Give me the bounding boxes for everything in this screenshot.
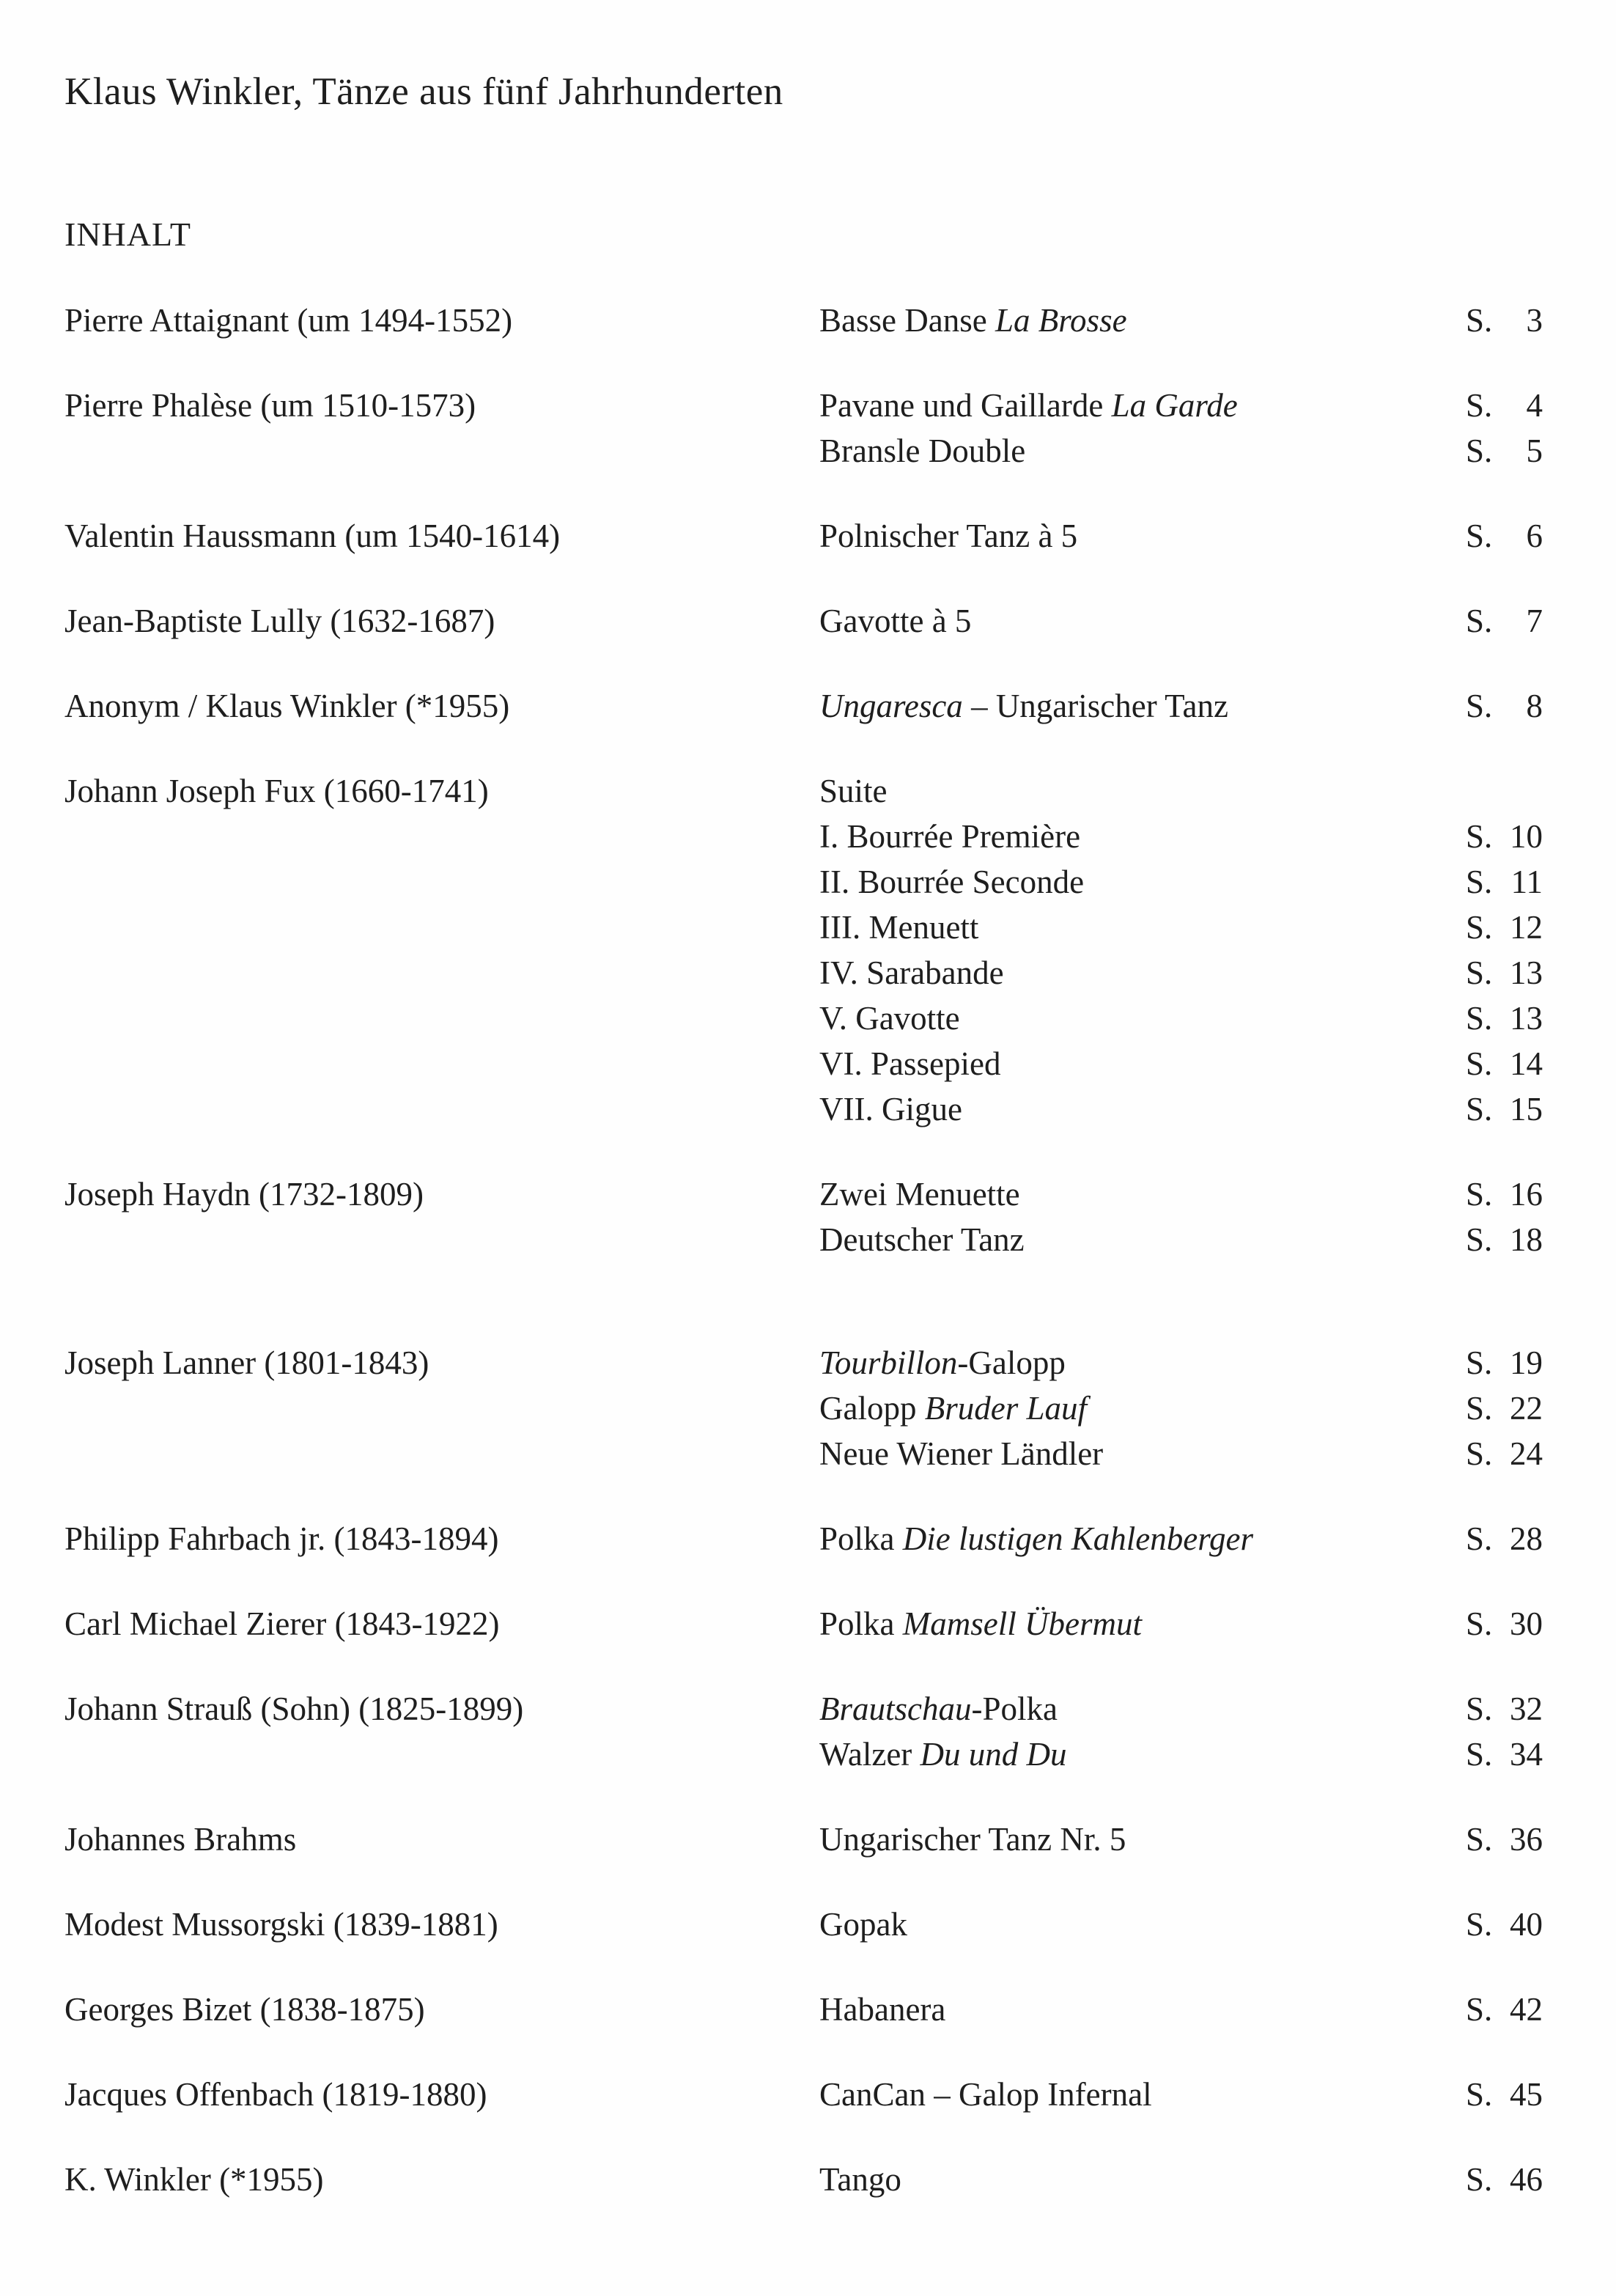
work-title	[819, 1686, 1466, 1732]
work-line	[819, 1817, 1543, 1862]
page-number: 16	[1510, 1176, 1543, 1213]
composer-name: Modest Mussorgski (1839-1881)	[64, 1906, 498, 1943]
work-title	[819, 1340, 1466, 1386]
work-list	[819, 1987, 1543, 2032]
page-ref	[1466, 683, 1543, 729]
toc-entry	[64, 1340, 1543, 1476]
page-ref	[1466, 1987, 1543, 2032]
work-list	[819, 2072, 1543, 2117]
work-title-segment: La Brosse	[995, 302, 1127, 339]
work-title-segment: La Garde	[1111, 387, 1238, 424]
work-line	[819, 1987, 1543, 2032]
page-number: 4	[1526, 387, 1543, 424]
page-ref	[1466, 298, 1543, 343]
page-ref	[1466, 950, 1543, 996]
work-title-segment: Ungaresca	[819, 688, 963, 724]
work-line	[819, 383, 1543, 428]
page-label: S.	[1466, 1000, 1493, 1037]
composer-name: Georges Bizet (1838-1875)	[64, 1991, 425, 2028]
toc-entry	[64, 1171, 1543, 1262]
toc-entry	[64, 2157, 1543, 2202]
page-number: 5	[1526, 433, 1543, 469]
work-title-segment: Basse Danse	[819, 302, 995, 339]
work-list	[819, 513, 1543, 559]
work-line	[819, 1041, 1543, 1086]
page-ref	[1466, 1171, 1543, 1217]
work-title-segment: Brautschau	[819, 1690, 972, 1727]
work-line	[819, 1386, 1543, 1431]
page-label: S.	[1466, 1176, 1493, 1213]
page-number: 13	[1510, 954, 1543, 991]
page-label: S.	[1466, 1221, 1493, 1258]
work-title	[819, 996, 1466, 1041]
page-label: S.	[1466, 1520, 1493, 1557]
page-number: 7	[1526, 603, 1543, 639]
page-number: 3	[1526, 302, 1543, 339]
page-label: S.	[1466, 1736, 1493, 1773]
page-label: S.	[1466, 909, 1493, 946]
toc-entry	[64, 1516, 1543, 1561]
work-title-segment: Walzer	[819, 1736, 920, 1773]
work-title-segment: Galopp	[819, 1390, 925, 1427]
work-title-segment: Du und Du	[920, 1736, 1067, 1773]
page-ref	[1466, 1340, 1543, 1386]
work-title-segment: Zwei Menuette	[819, 1176, 1020, 1213]
composer-name: Jacques Offenbach (1819-1880)	[64, 2076, 487, 2113]
work-list	[819, 383, 1543, 474]
work-line	[819, 814, 1543, 859]
page-label: S.	[1466, 1991, 1493, 2028]
work-line	[819, 859, 1543, 905]
page-number: 40	[1510, 1906, 1543, 1943]
work-title	[819, 683, 1466, 729]
composer-name: Valentin Haussmann (um 1540-1614)	[64, 518, 561, 554]
work-title-segment: IV. Sarabande	[819, 954, 1004, 991]
composer-name: Johann Joseph Fux (1660-1741)	[64, 773, 489, 809]
work-line	[819, 1431, 1543, 1476]
page-number: 34	[1510, 1736, 1543, 1773]
work-title	[819, 2157, 1466, 2202]
work-list	[819, 768, 1543, 1132]
work-list	[819, 1902, 1543, 1947]
page-label: S.	[1466, 1390, 1493, 1427]
composer-name: Pierre Phalèse (um 1510-1573)	[64, 387, 476, 424]
work-title	[819, 598, 1466, 644]
page-ref	[1466, 1817, 1543, 1862]
page-ref	[1466, 383, 1543, 428]
work-line	[819, 2157, 1543, 2202]
page-ref	[1466, 598, 1543, 644]
composer-name: Jean-Baptiste Lully (1632-1687)	[64, 603, 495, 639]
composer-name: Pierre Attaignant (um 1494-1552)	[64, 302, 513, 339]
table-of-contents	[64, 298, 1543, 2202]
page-label: S.	[1466, 387, 1493, 424]
work-list	[819, 1686, 1543, 1777]
work-title	[819, 1386, 1466, 1431]
work-line	[819, 1171, 1543, 1217]
work-title-segment: Tango	[819, 2161, 901, 2198]
page-ref	[1466, 1217, 1543, 1262]
page-ref	[1466, 1086, 1543, 1132]
work-line	[819, 950, 1543, 996]
work-title	[819, 1431, 1466, 1476]
work-title-segment: Suite	[819, 773, 888, 809]
page-label: S.	[1466, 2076, 1493, 2113]
page-number: 24	[1510, 1435, 1543, 1472]
page-label: S.	[1466, 302, 1493, 339]
work-title-segment: Mamsell Übermut	[902, 1605, 1142, 1642]
work-title	[819, 950, 1466, 996]
page-number: 22	[1510, 1390, 1543, 1427]
work-title	[819, 1817, 1466, 1862]
work-title-segment: CanCan – Galop Infernal	[819, 2076, 1152, 2113]
work-line	[819, 768, 1543, 814]
work-line	[819, 1902, 1543, 1947]
work-title	[819, 298, 1466, 343]
work-list	[819, 1601, 1543, 1646]
page-ref	[1466, 2157, 1543, 2202]
work-title-segment: VI. Passepied	[819, 1045, 1001, 1082]
work-title-segment: II. Bourrée Seconde	[819, 864, 1085, 900]
page-number: 32	[1510, 1690, 1543, 1727]
page-ref	[1466, 1386, 1543, 1431]
work-title-segment: VII. Gigue	[819, 1091, 962, 1127]
toc-entry	[64, 598, 1543, 644]
work-line	[819, 2072, 1543, 2117]
work-title	[819, 1987, 1466, 2032]
page-label: S.	[1466, 1435, 1493, 1472]
work-title-segment: V. Gavotte	[819, 1000, 960, 1037]
work-title-segment: -Galopp	[957, 1344, 1066, 1381]
page-label: S.	[1466, 1045, 1493, 1082]
page-ref	[1466, 1601, 1543, 1646]
composer-name: Carl Michael Zierer (1843-1922)	[64, 1605, 500, 1642]
work-line	[819, 298, 1543, 343]
work-title	[819, 1601, 1466, 1646]
work-title	[819, 1171, 1466, 1217]
work-line	[819, 513, 1543, 559]
work-title	[819, 1086, 1466, 1132]
page-number: 18	[1510, 1221, 1543, 1258]
work-title-segment: Deutscher Tanz	[819, 1221, 1025, 1258]
work-title-segment: Polka	[819, 1520, 903, 1557]
page-number: 15	[1510, 1091, 1543, 1127]
toc-entry	[64, 1686, 1543, 1777]
page-label: S.	[1466, 1690, 1493, 1727]
work-list	[819, 598, 1543, 644]
work-title-segment: Polka	[819, 1605, 903, 1642]
page-ref	[1466, 1902, 1543, 1947]
toc-heading: INHALT	[64, 216, 191, 253]
page-ref	[1466, 1516, 1543, 1561]
page-label: S.	[1466, 1605, 1493, 1642]
page-label: S.	[1466, 1821, 1493, 1858]
page-label: S.	[1466, 818, 1493, 855]
toc-entry	[64, 1601, 1543, 1646]
page-number: 6	[1526, 518, 1543, 554]
composer-name: Philipp Fahrbach jr. (1843-1894)	[64, 1520, 499, 1557]
work-title-segment: Gavotte à 5	[819, 603, 972, 639]
work-title-segment: Pavane und Gaillarde	[819, 387, 1112, 424]
toc-entry	[64, 1902, 1543, 1947]
work-line	[819, 1686, 1543, 1732]
page-number: 46	[1510, 2161, 1543, 2198]
work-title	[819, 859, 1466, 905]
page-number: 8	[1526, 688, 1543, 724]
work-list	[819, 298, 1543, 343]
work-title	[819, 1902, 1466, 1947]
page-number: 19	[1510, 1344, 1543, 1381]
page-label: S.	[1466, 2161, 1493, 2198]
page-ref	[1466, 814, 1543, 859]
page-ref	[1466, 513, 1543, 559]
work-title-segment: -Polka	[971, 1690, 1058, 1727]
page-number: 13	[1510, 1000, 1543, 1037]
page-ref	[1466, 905, 1543, 950]
work-line	[819, 1217, 1543, 1262]
work-title-segment: Habanera	[819, 1991, 946, 2028]
toc-entry	[64, 2072, 1543, 2117]
page-label: S.	[1466, 518, 1493, 554]
work-title	[819, 1732, 1466, 1777]
work-title-segment: Ungarischer Tanz Nr. 5	[819, 1821, 1126, 1858]
work-title	[819, 1041, 1466, 1086]
work-title-segment: Bruder Lauf	[924, 1390, 1087, 1427]
work-line	[819, 905, 1543, 950]
work-title-segment: I. Bourrée Première	[819, 818, 1081, 855]
work-line	[819, 428, 1543, 474]
work-title-segment: Gopak	[819, 1906, 907, 1943]
page-label: S.	[1466, 954, 1493, 991]
page-ref	[1466, 1431, 1543, 1476]
work-list	[819, 1817, 1543, 1862]
page-label: S.	[1466, 1344, 1493, 1381]
work-title	[819, 383, 1466, 428]
work-list	[819, 1171, 1543, 1262]
work-title	[819, 428, 1466, 474]
work-list	[819, 1340, 1543, 1476]
page-ref	[1466, 1686, 1543, 1732]
toc-entry	[64, 768, 1543, 1132]
composer-name: Joseph Lanner (1801-1843)	[64, 1344, 429, 1381]
composer-name: Joseph Haydn (1732-1809)	[64, 1176, 424, 1213]
work-list	[819, 683, 1543, 729]
work-line	[819, 598, 1543, 644]
page-ref	[1466, 428, 1543, 474]
work-line	[819, 1340, 1543, 1386]
page-number: 14	[1510, 1045, 1543, 1082]
work-title	[819, 513, 1466, 559]
toc-entry	[64, 383, 1543, 474]
work-title	[819, 768, 1466, 814]
work-line	[819, 1732, 1543, 1777]
work-title	[819, 905, 1466, 950]
composer-name: K. Winkler (*1955)	[64, 2161, 324, 2198]
page-number: 28	[1510, 1520, 1543, 1557]
page-label: S.	[1466, 688, 1493, 724]
composer-name: Johann Strauß (Sohn) (1825-1899)	[64, 1690, 524, 1727]
toc-entry	[64, 1987, 1543, 2032]
page-number: 45	[1510, 2076, 1543, 2113]
work-title-segment: – Ungarischer Tanz	[962, 688, 1228, 724]
work-line	[819, 1601, 1543, 1646]
page-number: 10	[1510, 818, 1543, 855]
page-ref	[1466, 1732, 1543, 1777]
work-title-segment: Polnischer Tanz à 5	[819, 518, 1078, 554]
composer-name: Anonym / Klaus Winkler (*1955)	[64, 688, 510, 724]
toc-entry	[64, 298, 1543, 343]
work-list	[819, 2157, 1543, 2202]
work-line	[819, 683, 1543, 729]
work-title	[819, 1217, 1466, 1262]
page-title: Klaus Winkler, Tänze aus fünf Jahrhunderten	[64, 70, 783, 113]
page-label: S.	[1466, 864, 1493, 900]
page-number: 30	[1510, 1605, 1543, 1642]
work-title-segment: Die lustigen Kahlenberger	[902, 1520, 1254, 1557]
work-title-segment: Tourbillon	[819, 1344, 958, 1381]
page-label: S.	[1466, 603, 1493, 639]
page-ref	[1466, 1041, 1543, 1086]
page-number: 11	[1510, 864, 1543, 900]
toc-entry	[64, 513, 1543, 559]
work-title	[819, 814, 1466, 859]
work-list	[819, 1516, 1543, 1561]
page-ref	[1466, 996, 1543, 1041]
work-title	[819, 1516, 1466, 1561]
page-ref	[1466, 2072, 1543, 2117]
page-number: 12	[1510, 909, 1543, 946]
page-label: S.	[1466, 433, 1493, 469]
work-line	[819, 996, 1543, 1041]
toc-entry	[64, 683, 1543, 729]
work-line	[819, 1516, 1543, 1561]
composer-name: Johannes Brahms	[64, 1821, 297, 1858]
page-label: S.	[1466, 1906, 1493, 1943]
work-title-segment: III. Menuett	[819, 909, 979, 946]
toc-entry	[64, 1817, 1543, 1862]
page-number: 36	[1510, 1821, 1543, 1858]
work-title	[819, 2072, 1466, 2117]
page-ref	[1466, 859, 1543, 905]
page-label: S.	[1466, 1091, 1493, 1127]
page-number: 42	[1510, 1991, 1543, 2028]
work-title-segment: Neue Wiener Ländler	[819, 1435, 1104, 1472]
work-title-segment: Bransle Double	[819, 433, 1026, 469]
work-line	[819, 1086, 1543, 1132]
